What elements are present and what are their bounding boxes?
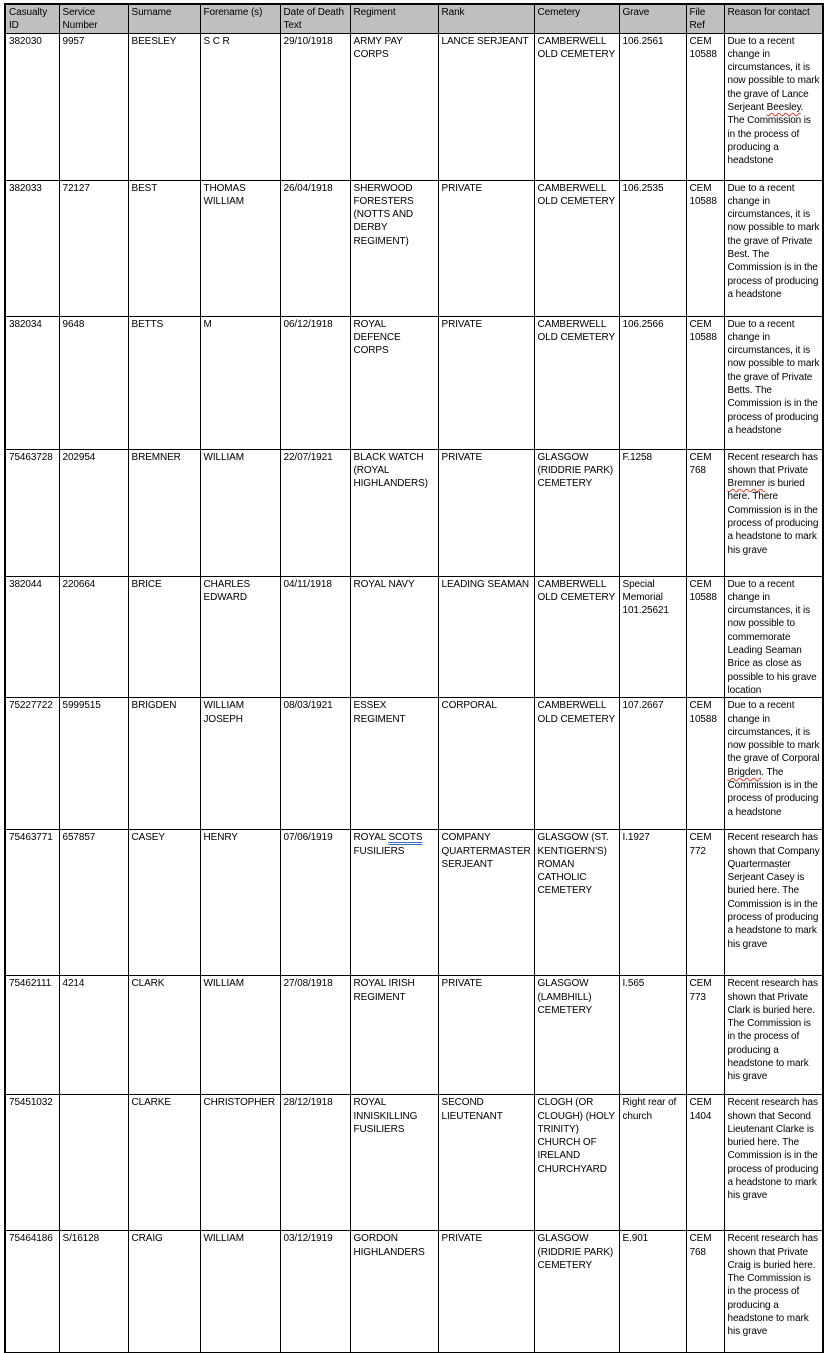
cell-forename [200, 180, 280, 316]
cell-content: CEM 772 [689, 832, 712, 857]
cell-content: Recent research has shown that Private Bremner is buried here. There Commission is in the process of producing a headstone to mark his grave [727, 451, 819, 556]
cell-content: 75227722 [9, 700, 53, 712]
header-label: Regiment [353, 7, 396, 18]
cell-casualty_id [5, 830, 59, 976]
cell-file_ref [686, 830, 724, 976]
cell-content: Due to a recent change in circumstances, it is now possible to mark the grave of Private Betts. The Commission is in the process of producing a headstone [727, 318, 820, 436]
header-row [5, 4, 823, 33]
cell-content: CEM 768 [689, 451, 712, 476]
cell-casualty_id [5, 976, 59, 1095]
cell-content: CEM 10588 [689, 35, 717, 60]
cell-content: GLASGOW (ST. KENTIGERN’S) ROMAN CATHOLIC CEMETERY [537, 832, 609, 897]
cell-date_of_death_text [280, 180, 350, 316]
cell-regiment [350, 316, 438, 449]
cell-content: PRIVATE [441, 451, 483, 463]
cell-date_of_death_text [280, 449, 350, 576]
cell-content: CAMBERWELL OLD CEMETERY [537, 578, 616, 603]
cell-grave [619, 316, 686, 449]
cell-content: 04/11/1918 [283, 578, 332, 590]
cell-regiment [350, 1095, 438, 1231]
cell-content: CAMBERWELL OLD CEMETERY [537, 182, 616, 207]
cell-content: Recent research has shown that Company Quartermaster Serjeant Casey is buried here. The Commission is in the process of producing a headstone to mark his grave [727, 832, 820, 950]
cell-content: I.1927 [622, 832, 650, 844]
cell-casualty_id [5, 449, 59, 576]
cell-content: CASEY [131, 832, 165, 844]
cell-casualty_id [5, 33, 59, 180]
cell-content: 9957 [62, 35, 85, 47]
cell-rank [438, 449, 534, 576]
cell-content: F.1258 [622, 451, 652, 463]
cell-content: 72127 [62, 182, 90, 194]
header-label: Grave [622, 7, 650, 18]
cell-regiment [350, 33, 438, 180]
cell-content: 220664 [62, 578, 96, 590]
cell-reason_for_contact [724, 698, 823, 830]
cell-content: CLARKE [131, 1097, 171, 1109]
cell-content: 9648 [62, 318, 85, 330]
cell-content: 07/06/1919 [283, 832, 333, 844]
header-cell-file_ref [686, 4, 724, 33]
cell-forename [200, 976, 280, 1095]
cell-service_number [59, 180, 128, 316]
cell-file_ref [686, 698, 724, 830]
cell-forename [200, 316, 280, 449]
cell-content: 4214 [62, 978, 85, 990]
cell-content: WILLIAM JOSEPH [203, 700, 244, 725]
cell-content: Due to a recent change in circumstances, it is now possible to mark the grave of Corporal Brigden. The Commission is in the process of producing a headstone [727, 700, 820, 818]
cell-reason_for_contact [724, 316, 823, 449]
cell-content: ROYAL NAVY [353, 578, 415, 590]
cell-forename [200, 1095, 280, 1231]
cell-content: Right rear of church [622, 1097, 677, 1122]
header-cell-casualty_id [5, 4, 59, 33]
header-label: File Ref [689, 7, 706, 32]
cell-cemetery [534, 976, 619, 1095]
cell-content: CLOGH (OR CLOUGH) (HOLY TRINITY) CHURCH OF IRELAND CHURCHYARD [537, 1097, 615, 1175]
cell-casualty_id [5, 180, 59, 316]
table-row [5, 1095, 823, 1231]
cell-regiment [350, 976, 438, 1095]
grammar-flagged-word: SCOTS [388, 832, 423, 844]
cell-service_number [59, 698, 128, 830]
cell-content: BREMNER [131, 451, 181, 463]
cell-content: Due to a recent change in circumstances, it is now possible to commemorate Leading Seaman Brice as close as possible to his grave location [727, 578, 817, 696]
cell-grave [619, 180, 686, 316]
cell-cemetery [534, 449, 619, 576]
cell-cemetery [534, 1095, 619, 1231]
cell-service_number [59, 576, 128, 698]
cell-content: WILLIAM [203, 451, 244, 463]
cell-regiment [350, 449, 438, 576]
cell-service_number [59, 1095, 128, 1231]
cell-content: CEM 1404 [689, 1097, 712, 1122]
cell-content: GLASGOW (RIDDRIE PARK) CEMETERY [537, 451, 614, 490]
cell-content: Recent research has shown that Private Craig is buried here. The Commission is in the process of producing a headstone to mark his grave [727, 1233, 818, 1338]
cell-grave [619, 449, 686, 576]
cell-content: ROYAL SCOTS FUSILIERS [353, 832, 423, 857]
cell-reason_for_contact [724, 830, 823, 976]
table-header [5, 4, 823, 33]
cell-forename [200, 449, 280, 576]
cell-file_ref [686, 1095, 724, 1231]
cell-grave [619, 698, 686, 830]
cell-service_number [59, 316, 128, 449]
cell-service_number [59, 449, 128, 576]
cell-surname [128, 180, 200, 316]
cell-content: PRIVATE [441, 182, 483, 194]
table-body [5, 33, 823, 1353]
cell-content: 5999515 [62, 700, 101, 712]
cell-cemetery [534, 180, 619, 316]
cell-regiment [350, 698, 438, 830]
cell-content: BETTS [131, 318, 164, 330]
cell-content: COMPANY QUARTERMASTER SERJEANT [441, 832, 531, 870]
cell-content: BEST [131, 182, 158, 194]
header-cell-date_of_death_text [280, 4, 350, 33]
cell-surname [128, 1095, 200, 1231]
table-row [5, 449, 823, 576]
cell-rank [438, 830, 534, 976]
cell-reason_for_contact [724, 976, 823, 1095]
cell-content: Due to a recent change in circumstances, it is now possible to mark the grave of Private Best. The Commission is in the process of producing a headstone [727, 182, 820, 300]
cell-date_of_death_text [280, 33, 350, 180]
cell-content: 26/04/1918 [283, 182, 333, 194]
cell-date_of_death_text [280, 976, 350, 1095]
header-cell-grave [619, 4, 686, 33]
cell-regiment [350, 1231, 438, 1353]
cell-rank [438, 976, 534, 1095]
header-cell-rank [438, 4, 534, 33]
cell-content: 106.2535 [622, 182, 664, 194]
cell-casualty_id [5, 576, 59, 698]
cell-surname [128, 1231, 200, 1353]
cell-forename [200, 1231, 280, 1353]
cell-content: BRIGDEN [131, 700, 177, 712]
header-label: Cemetery [537, 7, 581, 18]
cell-file_ref [686, 449, 724, 576]
cell-content: Recent research has shown that Second Lieutenant Clarke is buried here. The Commission is in the process of producing a headstone to mark his grave [727, 1097, 819, 1202]
misspelled-word: Beesley [766, 102, 801, 114]
table-row [5, 316, 823, 449]
table-row [5, 698, 823, 830]
header-label: Casualty ID [9, 7, 48, 32]
cell-content: E.901 [622, 1233, 649, 1245]
cell-regiment [350, 830, 438, 976]
cell-content: ESSEX REGIMENT [353, 700, 406, 725]
cell-content: CORPORAL [441, 700, 497, 712]
cell-grave [619, 33, 686, 180]
cell-date_of_death_text [280, 1095, 350, 1231]
cell-file_ref [686, 316, 724, 449]
cell-service_number [59, 976, 128, 1095]
cell-content: WILLIAM [203, 1233, 244, 1245]
misspelled-word: Bremner [727, 478, 766, 490]
table-row [5, 33, 823, 180]
cell-surname [128, 830, 200, 976]
cell-regiment [350, 180, 438, 316]
cell-grave [619, 1095, 686, 1231]
cell-content: 08/03/1921 [283, 700, 333, 712]
cell-content: CEM 10588 [689, 700, 717, 725]
cell-content: 657857 [62, 832, 96, 844]
cell-content: SHERWOOD FORESTERS (NOTTS AND DERBY REGIMENT) [353, 182, 414, 247]
cell-content: CEM 10588 [689, 318, 717, 343]
cell-content: 107.2667 [622, 700, 664, 712]
cell-content: THOMAS WILLIAM [203, 182, 246, 207]
cell-date_of_death_text [280, 576, 350, 698]
cell-content: 75451032 [9, 1097, 53, 1109]
cell-content: Recent research has shown that Private Clark is buried here. The Commission is in the process of producing a headstone to mark his grave [727, 978, 818, 1083]
header-cell-surname [128, 4, 200, 33]
cell-service_number [59, 1231, 128, 1353]
cell-file_ref [686, 576, 724, 698]
header-cell-cemetery [534, 4, 619, 33]
cell-cemetery [534, 576, 619, 698]
cell-grave [619, 576, 686, 698]
cell-content: CEM 10588 [689, 578, 717, 603]
cell-file_ref [686, 180, 724, 316]
table-row [5, 180, 823, 316]
cell-content: 75462111 [9, 978, 52, 990]
cell-rank [438, 33, 534, 180]
cell-content: LANCE SERJEANT [441, 35, 529, 47]
cell-service_number [59, 830, 128, 976]
cell-forename [200, 698, 280, 830]
header-label: Rank [441, 7, 465, 18]
cell-content: 28/12/1918 [283, 1097, 333, 1109]
cell-cemetery [534, 698, 619, 830]
cell-content: 27/08/1918 [283, 978, 333, 990]
cell-content: I.565 [622, 978, 645, 990]
cell-content: 06/12/1918 [283, 318, 333, 330]
table-row [5, 830, 823, 976]
cell-content: PRIVATE [441, 318, 483, 330]
cell-rank [438, 316, 534, 449]
cell-content: WILLIAM [203, 978, 244, 990]
cell-content: PRIVATE [441, 978, 483, 990]
cell-content: 382033 [9, 182, 42, 194]
cell-cemetery [534, 316, 619, 449]
cell-date_of_death_text [280, 1231, 350, 1353]
cell-casualty_id [5, 1095, 59, 1231]
cell-content: M [203, 318, 212, 330]
cell-reason_for_contact [724, 1095, 823, 1231]
cell-casualty_id [5, 698, 59, 830]
cell-file_ref [686, 976, 724, 1095]
cell-cemetery [534, 830, 619, 976]
cell-content: 22/07/1921 [283, 451, 333, 463]
cell-surname [128, 576, 200, 698]
casualty-records-table [4, 3, 824, 1353]
cell-content: 382030 [9, 35, 42, 47]
table-row [5, 976, 823, 1095]
header-label: Forename (s) [203, 7, 263, 18]
cell-reason_for_contact [724, 449, 823, 576]
cell-rank [438, 1095, 534, 1231]
cell-reason_for_contact [724, 33, 823, 180]
cell-content: CEM 773 [689, 978, 712, 1003]
cell-content: 106.2561 [622, 35, 664, 47]
cell-content: CRAIG [131, 1233, 163, 1245]
cell-content: BRICE [131, 578, 162, 590]
cell-content: CHARLES EDWARD [203, 578, 251, 603]
header-label: Surname [131, 7, 172, 18]
cell-content: 202954 [62, 451, 96, 463]
cell-content: BEESLEY [131, 35, 177, 47]
cell-content: Due to a recent change in circumstances, it is now possible to mark the grave of Lance Serjeant Beesley. The Commission is in the process of producing a headstone [727, 35, 820, 167]
cell-casualty_id [5, 1231, 59, 1353]
cell-content: CLARK [131, 978, 165, 990]
cell-surname [128, 316, 200, 449]
cell-content: GLASGOW (LAMBHILL) CEMETERY [537, 978, 593, 1016]
header-cell-reason_for_contact [724, 4, 823, 33]
cell-rank [438, 1231, 534, 1353]
cell-content: PRIVATE [441, 1233, 483, 1245]
cell-content: 382034 [9, 318, 42, 330]
cell-content: S/16128 [62, 1233, 100, 1245]
cell-cemetery [534, 1231, 619, 1353]
table-row [5, 576, 823, 698]
cell-content: 106.2566 [622, 318, 664, 330]
header-label: Date of Death Text [283, 7, 344, 32]
cell-service_number [59, 33, 128, 180]
header-label: Reason for contact [727, 7, 810, 18]
cell-content: CHRISTOPHER [203, 1097, 276, 1109]
cell-date_of_death_text [280, 698, 350, 830]
cell-casualty_id [5, 316, 59, 449]
cell-grave [619, 830, 686, 976]
cell-content: 75464186 [9, 1233, 53, 1245]
cell-content: HENRY [203, 832, 238, 844]
cell-forename [200, 830, 280, 976]
cell-content: 75463771 [9, 832, 53, 844]
cell-surname [128, 976, 200, 1095]
cell-content: 75463728 [9, 451, 53, 463]
misspelled-word: Brigden [727, 766, 762, 778]
cell-reason_for_contact [724, 180, 823, 316]
cell-date_of_death_text [280, 830, 350, 976]
cell-grave [619, 1231, 686, 1353]
header-cell-regiment [350, 4, 438, 33]
cell-content: CAMBERWELL OLD CEMETERY [537, 318, 616, 343]
cell-content: ROYAL INNISKILLING FUSILIERS [353, 1097, 418, 1135]
cell-reason_for_contact [724, 576, 823, 698]
table-row [5, 1231, 823, 1353]
cell-rank [438, 576, 534, 698]
cell-rank [438, 180, 534, 316]
cell-content: CEM 10588 [689, 182, 717, 207]
cell-cemetery [534, 33, 619, 180]
cell-forename [200, 33, 280, 180]
cell-content: LEADING SEAMAN [441, 578, 530, 590]
cell-date_of_death_text [280, 316, 350, 449]
header-cell-service_number [59, 4, 128, 33]
cell-surname [128, 698, 200, 830]
cell-content: ROYAL DEFENCE CORPS [353, 318, 401, 357]
header-label: Service Number [62, 7, 98, 32]
cell-content: CEM 768 [689, 1233, 712, 1258]
cell-content: ARMY PAY CORPS [353, 35, 403, 60]
cell-content: 29/10/1918 [283, 35, 333, 47]
cell-content: ROYAL IRISH REGIMENT [353, 978, 415, 1003]
header-cell-forename [200, 4, 280, 33]
cell-rank [438, 698, 534, 830]
cell-reason_for_contact [724, 1231, 823, 1353]
cell-content: S C R [203, 35, 230, 47]
cell-content: Special Memorial 101.25621 [622, 578, 669, 617]
cell-file_ref [686, 1231, 724, 1353]
cell-grave [619, 976, 686, 1095]
cell-content: 03/12/1919 [283, 1233, 333, 1245]
cell-content: BLACK WATCH (ROYAL HIGHLANDERS) [353, 451, 428, 490]
cell-content: GORDON HIGHLANDERS [353, 1233, 425, 1258]
cell-surname [128, 33, 200, 180]
cell-content: SECOND LIEUTENANT [441, 1097, 503, 1122]
cell-content [60, 1095, 128, 1096]
cell-content: CAMBERWELL OLD CEMETERY [537, 700, 616, 725]
cell-file_ref [686, 33, 724, 180]
cell-content: CAMBERWELL OLD CEMETERY [537, 35, 616, 60]
cell-forename [200, 576, 280, 698]
cell-content: GLASGOW (RIDDRIE PARK) CEMETERY [537, 1233, 614, 1271]
cell-content: 382044 [9, 578, 42, 590]
cell-surname [128, 449, 200, 576]
cell-regiment [350, 576, 438, 698]
